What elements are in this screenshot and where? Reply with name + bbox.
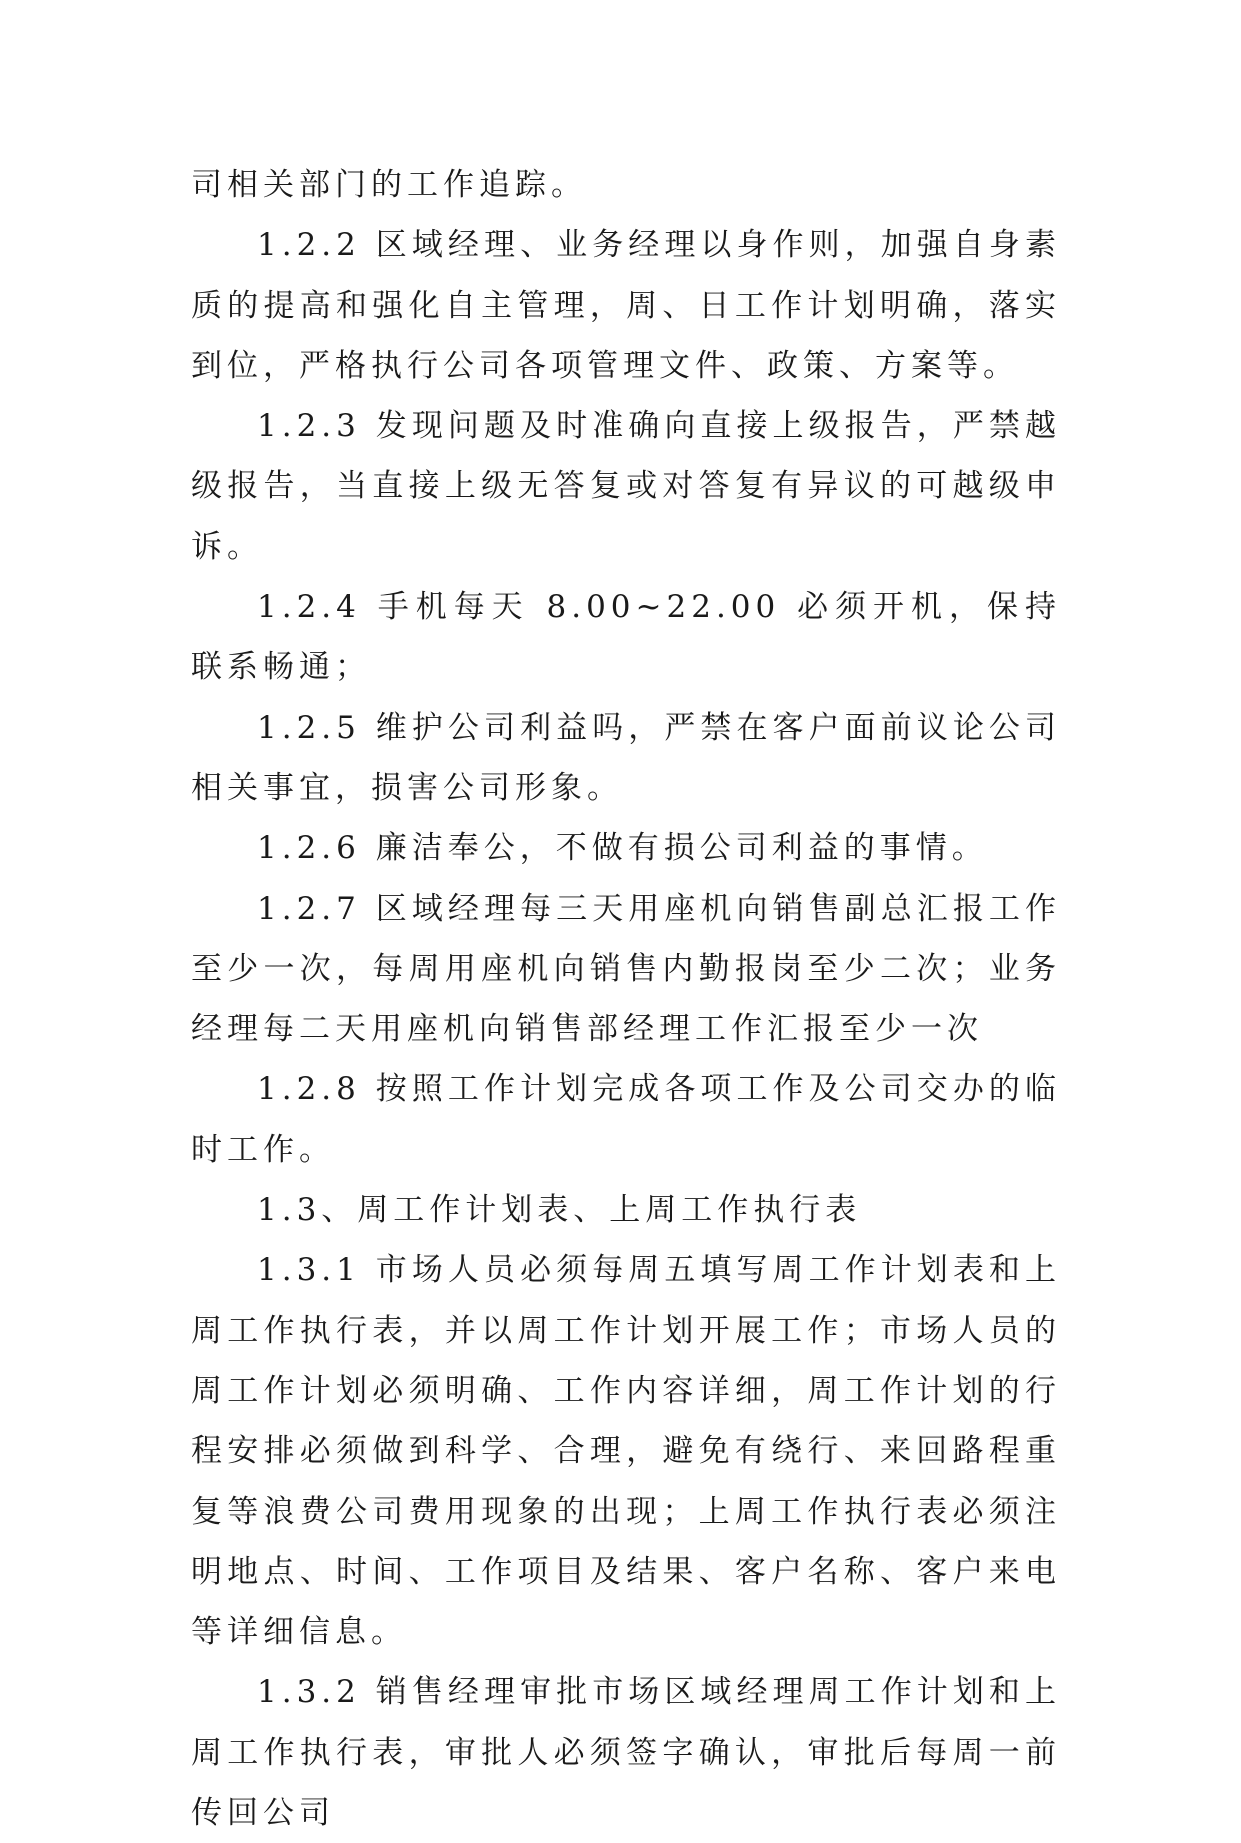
paragraph-continuation: 司相关部门的工作追踪。	[191, 167, 587, 203]
document-body	[191, 155, 1061, 1843]
paragraph-1-3-1: 1.3.1 市场人员必须每周五填写周工作计划表和上周工作执行表，并以周工作计划开展工作；市场人员的周工作计划必须明确、工作内容详细，周工作计划的行程安排必须做到科学、合理，避免有绕行、来回路程重复等浪费公司费用现象的出现；上周工作执行表必须注明地点、时间、工作项目及结果、客户名称、客户来电等详细信息。	[191, 1252, 1061, 1651]
paragraph-1-2-5: 1.2.5 维护公司利益吗，严禁在客户面前议论公司相关事宜，损害公司形象。	[191, 709, 1061, 806]
paragraph-1-2-3: 1.2.3 发现问题及时准确向直接上级报告，严禁越级报告，当直接上级无答复或对答复有异议的可越级申诉。	[191, 408, 1061, 565]
paragraph-1-2-6: 1.2.6 廉洁奉公，不做有损公司利益的事情。	[257, 830, 988, 867]
paragraph-1-3-2: 1.3.2 销售经理审批市场区域经理周工作计划和上周工作执行表，审批人必须签字确认，审批后每周一前传回公司	[191, 1674, 1061, 1832]
paragraph-1-2-2: 1.2.2 区域经理、业务经理以身作则，加强自身素质的提高和强化自主管理，周、日工作计划明确，落实到位，严格执行公司各项管理文件、政策、方案等。	[191, 227, 1061, 384]
section-heading-1-3: 1.3、周工作计划表、上周工作执行表	[257, 1192, 862, 1229]
paragraph-1-2-8: 1.2.8 按照工作计划完成各项工作及公司交办的临时工作。	[191, 1071, 1061, 1168]
paragraph-1-2-7: 1.2.7 区域经理每三天用座机向销售副总汇报工作至少一次，每周用座机向销售内勤报岗至少二次；业务经理每二天用座机向销售部经理工作汇报至少一次	[191, 890, 1061, 1048]
paragraph-1-2-4: 1.2.4 手机每天 8.00~22.00 必须开机，保持联系畅通；	[191, 589, 1061, 686]
